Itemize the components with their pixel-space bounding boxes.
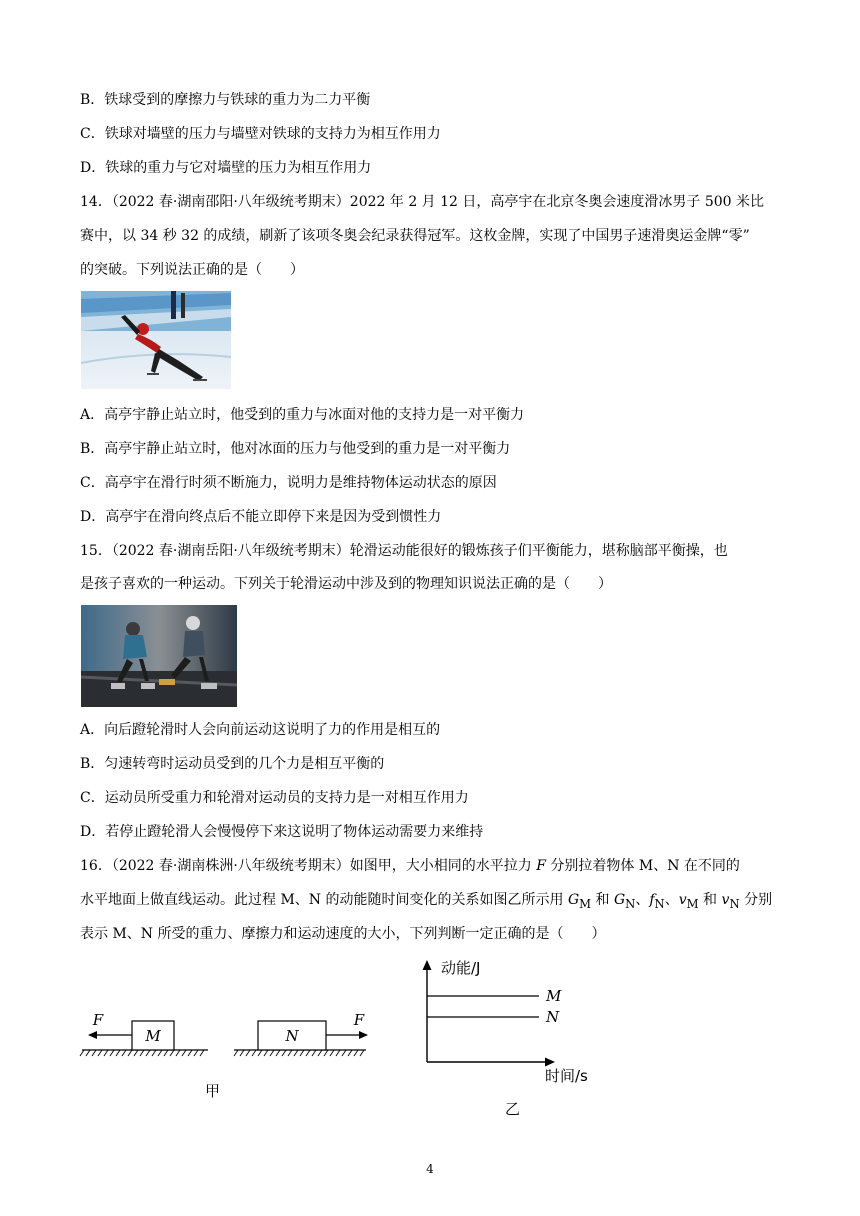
q15-stem-line-2: 是孩子喜欢的一种运动。下列关于轮滑运动中涉及到的物理知识说法正确的是（ ） xyxy=(80,576,612,592)
series-label-n: N xyxy=(546,1008,560,1026)
q16-gn-symbol: G xyxy=(613,892,626,908)
q14-stem-line-3: 的突破。下列说法正确的是（ ） xyxy=(80,262,304,278)
roller-skaters-photo xyxy=(81,605,237,707)
q16-line1-text-a: 16．（2022 春·湖南株洲·八年级统考期末）如图甲，大小相同的水平拉力 xyxy=(80,858,537,874)
figure-yi-energy-time-graph xyxy=(405,955,605,1085)
q14-stem-line-1: 14．（2022 春·湖南邵阳·八年级统考期末）2022 年 2 月 12 日，高亭宇在北京冬奥会速度滑冰男子 500 米比 xyxy=(80,194,765,210)
q16-separator: 、 xyxy=(635,892,650,908)
q16-vn-subscript: N xyxy=(729,896,740,911)
figure-jia xyxy=(78,1005,378,1065)
q15-option-c: C．运动员所受重力和轮滑对运动员的支持力是一对相互作用力 xyxy=(80,790,469,806)
q15-option-d: D．若停止蹬轮滑人会慢慢停下来这说明了物体运动需要力来维持 xyxy=(80,824,484,840)
q15-stem-line-1: 15．（2022 春·湖南岳阳·八年级统考期末）轮滑运动能很好的锻炼孩子们平衡能力，堪称脑部平衡操，也 xyxy=(80,543,728,559)
q16-stem-line-2: 水平地面上做直线运动。此过程 M、N 的动能随时间变化的关系如图乙所示用 $G_M$ 和 $G_N$、$f_N$、$v_M$ 和 $v_N$ 分别 xyxy=(80,892,773,911)
speed-skater-photo xyxy=(81,291,231,389)
force-label-left: F xyxy=(92,1011,104,1029)
x-axis-arrowhead xyxy=(545,1058,555,1067)
figure-yi-label: 乙 xyxy=(505,1100,521,1118)
q16-force-symbol: F xyxy=(536,858,546,874)
q14-option-b: B．高亭宇静止站立时，他对冰面的压力与他受到的重力是一对平衡力 xyxy=(80,441,511,457)
figure-jia-label: 甲 xyxy=(205,1082,221,1100)
q14-option-d: D．高亭宇在滑向终点后不能立即停下来是因为受到惯性力 xyxy=(80,509,442,525)
q16-separator: 、 xyxy=(664,892,679,908)
q16-stem-line-1 xyxy=(80,856,740,876)
ground-hatch-left xyxy=(80,1050,204,1056)
q14-option-a: A．高亭宇静止站立时，他受到的重力与冰面对他的支持力是一对平衡力 xyxy=(80,407,525,423)
q16-gn-subscript: N xyxy=(625,896,636,911)
y-axis-arrowhead xyxy=(423,960,432,970)
y-axis-label: 动能/J xyxy=(441,959,481,977)
force-arrowhead-right xyxy=(359,1031,368,1039)
q13-option-c: C．铁球对墙壁的压力与墙壁对铁球的支持力为相互作用力 xyxy=(80,126,441,142)
page-number: 4 xyxy=(426,1162,434,1176)
q16-gm-symbol: G xyxy=(567,892,580,908)
force-label-right: F xyxy=(353,1011,365,1029)
q16-and: 和 xyxy=(591,892,614,908)
q16-stem-line-3: 表示 M、N 所受的重力、摩擦力和运动速度的大小，下列判断一定正确的是（ ） xyxy=(80,926,606,942)
q13-option-d: D．铁球的重力与它对墙壁的压力为相互作用力 xyxy=(80,160,372,176)
q16-line1-text-b: 分别拉着物体 M、N 在不同的 xyxy=(545,858,740,874)
x-axis-label: 时间/s xyxy=(545,1067,588,1085)
q14-option-c: C．高亭宇在滑行时须不断施力，说明力是维持物体运动状态的原因 xyxy=(80,475,497,491)
q14-stem-line-2: 赛中，以 34 秒 32 的成绩，刷新了该项冬奥会纪录获得冠军。这枚金牌，实现了中国男子速滑奥运金牌“零” xyxy=(80,228,750,244)
q16-fn-symbol: f xyxy=(649,892,655,908)
q16-gm-subscript: M xyxy=(579,896,592,911)
q15-option-b: B．匀速转弯时运动员受到的几个力是相互平衡的 xyxy=(80,756,385,772)
series-label-m: M xyxy=(546,987,562,1005)
q13-option-b: B．铁球受到的摩擦力与铁球的重力为二力平衡 xyxy=(80,92,371,108)
q16-and: 和 xyxy=(698,892,722,908)
q16-vm-subscript: M xyxy=(686,896,699,911)
q16-line2-text-a: 水平地面上做直线运动。此过程 M、N 的动能随时间变化的关系如图乙所示用 xyxy=(80,892,568,908)
block-m-label: M xyxy=(145,1027,161,1045)
q16-vm-symbol: v xyxy=(678,892,687,908)
ground-hatch-right xyxy=(234,1050,364,1056)
block-n-label: N xyxy=(285,1027,299,1045)
q16-vn-symbol: v xyxy=(721,892,730,908)
force-arrowhead-left xyxy=(88,1031,97,1039)
q16-fn-subscript: N xyxy=(654,896,665,911)
q15-option-a: A．向后蹬轮滑时人会向前运动这说明了力的作用是相互的 xyxy=(80,722,441,738)
